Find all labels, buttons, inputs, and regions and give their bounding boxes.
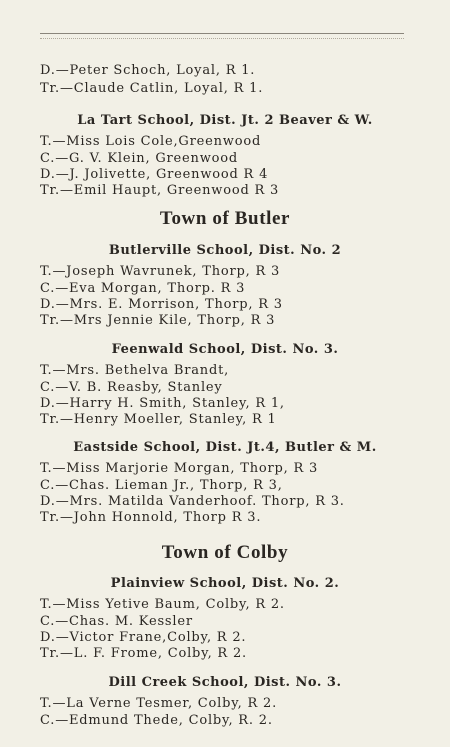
directory-line: D.—Harry H. Smith, Stanley, R 1, — [40, 396, 285, 411]
directory-line: T.—La Verne Tesmer, Colby, R 2. — [40, 696, 278, 711]
directory-line: Tr.—Mrs Jennie Kile, Thorp, R 3 — [40, 313, 276, 328]
school-heading-plainview: Plainview School, Dist. No. 2. — [110, 576, 340, 591]
directory-line: D.—Peter Schoch, Loyal, R 1. — [40, 63, 256, 78]
directory-line: C.—Chas. Lieman Jr., Thorp, R 3, — [40, 478, 283, 493]
directory-line: T.—Miss Marjorie Morgan, Thorp, R 3 — [40, 461, 319, 476]
school-heading-dillcreek: Dill Creek School, Dist. No. 3. — [108, 675, 342, 690]
directory-line: Tr.—Emil Haupt, Greenwood R 3 — [40, 183, 280, 198]
directory-line: D.—Mrs. Matilda Vanderhoof. Thorp, R 3. — [40, 494, 345, 509]
directory-line: T.—Joseph Wavrunek, Thorp, R 3 — [40, 264, 281, 279]
top-rule — [40, 33, 404, 34]
school-heading-eastside: Eastside School, Dist. Jt.4, Butler & M. — [73, 440, 377, 455]
directory-line: C.—G. V. Klein, Greenwood — [40, 151, 239, 166]
top-rule-dotted — [40, 38, 404, 39]
town-heading-colby: Town of Colby — [161, 542, 289, 563]
directory-line: T.—Mrs. Bethelva Brandt, — [40, 363, 230, 378]
school-heading-feenwald: Feenwald School, Dist. No. 3. — [111, 342, 339, 357]
directory-line: C.—Eva Morgan, Thorp. R 3 — [40, 281, 246, 296]
directory-line: Tr.—John Honnold, Thorp R 3. — [40, 510, 262, 525]
town-heading-butler: Town of Butler — [159, 208, 291, 229]
directory-line: Tr.—Claude Catlin, Loyal, R 1. — [40, 81, 264, 96]
directory-line: T.—Miss Lois Cole,Greenwood — [40, 134, 262, 149]
directory-line: D.—Mrs. E. Morrison, Thorp, R 3 — [40, 297, 283, 312]
directory-line: Tr.—Henry Moeller, Stanley, R 1 — [40, 412, 277, 427]
directory-line: Tr.—L. F. Frome, Colby, R 2. — [40, 646, 247, 661]
directory-line: T.—Miss Yetive Baum, Colby, R 2. — [40, 597, 285, 612]
directory-line: D.—Victor Frane,Colby, R 2. — [40, 630, 247, 645]
school-heading-latart: La Tart School, Dist. Jt. 2 Beaver & W. — [77, 113, 373, 128]
school-heading-butlerville: Butlerville School, Dist. No. 2 — [108, 243, 342, 258]
directory-line: C.—V. B. Reasby, Stanley — [40, 380, 223, 395]
directory-line: C.—Chas. M. Kessler — [40, 614, 193, 629]
directory-line: C.—Edmund Thede, Colby, R. 2. — [40, 713, 273, 728]
directory-line: D.—J. Jolivette, Greenwood R 4 — [40, 167, 269, 182]
